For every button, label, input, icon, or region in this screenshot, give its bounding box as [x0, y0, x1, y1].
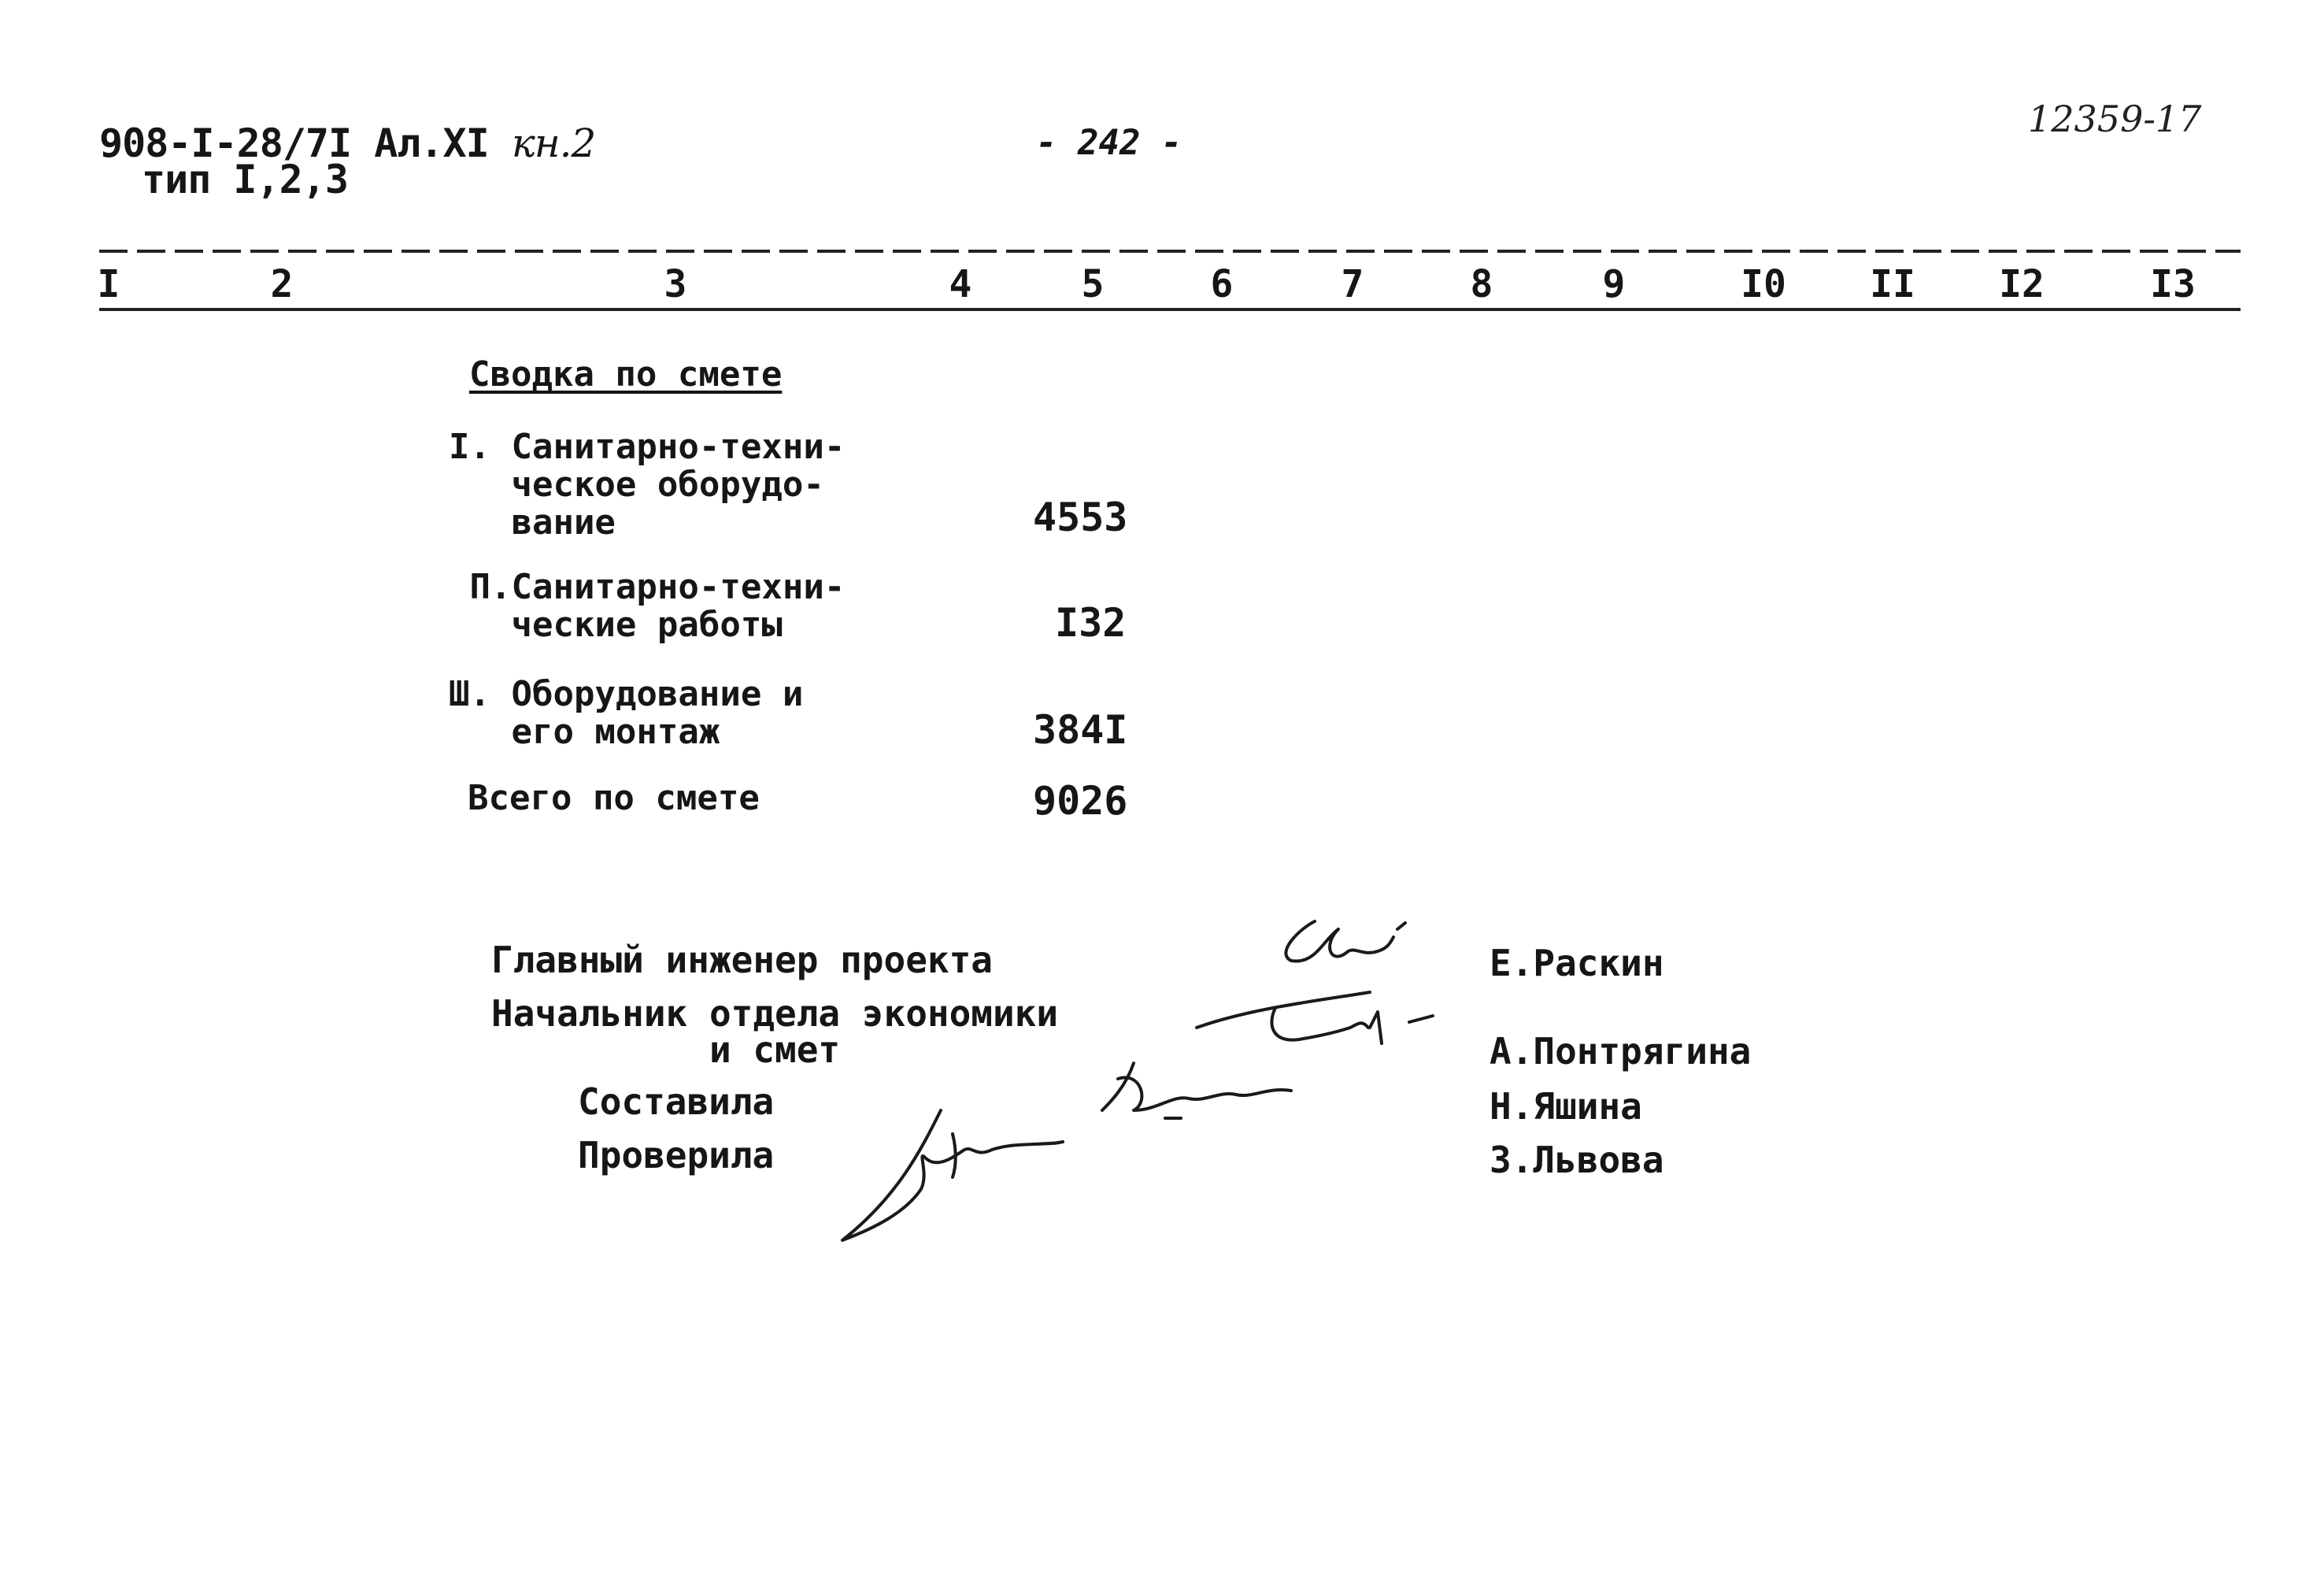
column-number: 7 — [1341, 262, 1364, 306]
summary-item-value: I32 — [1055, 600, 1127, 646]
top-rule — [99, 250, 2241, 253]
column-number: 4 — [949, 262, 972, 306]
column-number: 3 — [664, 262, 687, 306]
type-line: тип I,2,3 — [142, 157, 348, 202]
summary-item-line: Ш. Оборудование и — [449, 674, 804, 714]
archive-stamp-number: 12359-17 — [2028, 98, 2202, 140]
summary-item-label — [449, 676, 803, 751]
summary-item-line: вание — [449, 502, 616, 543]
column-header-row — [0, 240, 2324, 319]
column-number: 6 — [1210, 262, 1234, 306]
signature-role-line: Начальник отдела экономики — [491, 992, 1059, 1035]
summary-title: Сводка по смете — [469, 354, 783, 395]
summary-total-value: 9026 — [1033, 778, 1128, 824]
column-number: 5 — [1081, 262, 1105, 306]
signature-role — [491, 992, 1059, 1071]
signature-role-line: и смет — [709, 1028, 841, 1071]
volume-handwritten: кн.2 — [511, 120, 596, 166]
column-number: I2 — [1999, 262, 2045, 306]
column-number: I0 — [1741, 262, 1786, 306]
page-number: - 242 - — [1036, 123, 1182, 163]
column-number: I — [97, 262, 120, 306]
signature-role: Главный инженер проекта — [491, 939, 993, 981]
handwritten-signature — [827, 1102, 1079, 1252]
summary-item-line: его монтаж — [449, 712, 720, 752]
document-code — [99, 120, 596, 166]
summary-item-label — [449, 569, 845, 644]
signature-role: Проверила — [578, 1134, 775, 1176]
bottom-rule — [99, 308, 2241, 311]
handwritten-signature — [1267, 898, 1425, 976]
document-code-text: 908-I-28/7I Ал.XI — [99, 120, 489, 166]
column-number: II — [1870, 262, 1915, 306]
signature-role: Составила — [578, 1080, 775, 1123]
summary-item-value: 384I — [1033, 707, 1128, 753]
column-number: I3 — [2150, 262, 2196, 306]
summary-total-label: Всего по смете — [468, 778, 760, 818]
summary-item-line: П.Санитарно-техни- — [449, 567, 846, 607]
column-number: 8 — [1470, 262, 1493, 306]
signature-name: Е.Раскин — [1490, 942, 1664, 984]
signature-name: Н.Яшина — [1490, 1085, 1642, 1128]
summary-item-line: I. Санитарно-техни- — [449, 427, 846, 467]
summary-item-line: ческое оборудо- — [449, 465, 824, 505]
column-number: 2 — [270, 262, 294, 306]
summary-item-line: ческие работы — [449, 605, 783, 645]
column-number: 9 — [1602, 262, 1626, 306]
handwritten-signature — [1094, 1055, 1330, 1126]
signature-name: А.Понтрягина — [1490, 1030, 1752, 1073]
summary-item-value: 4553 — [1033, 495, 1128, 540]
signature-name: З.Львова — [1490, 1139, 1664, 1181]
summary-item-label — [449, 428, 845, 542]
